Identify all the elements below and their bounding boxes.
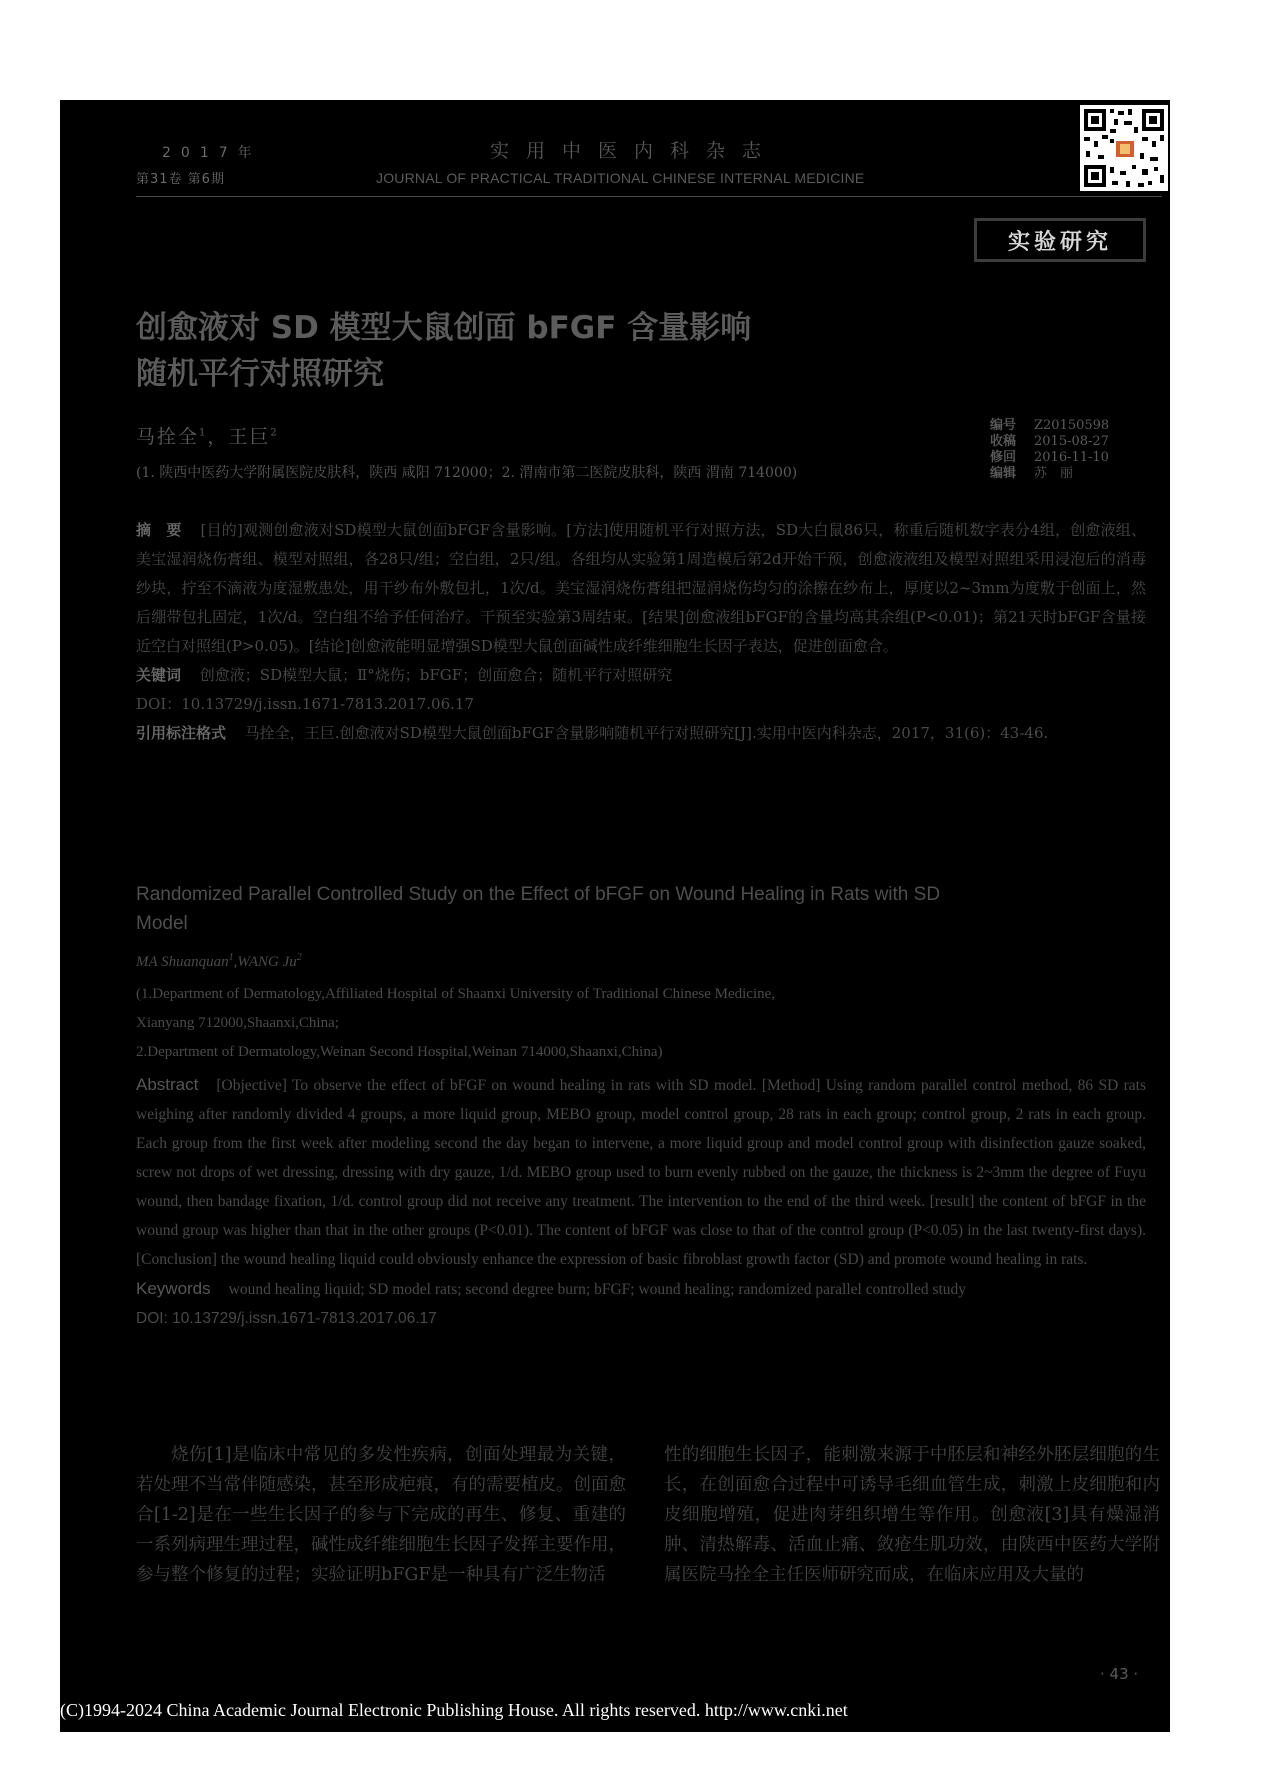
authors-en: MA Shuanquan$^1$,WANG Ju$^2$ [136, 952, 302, 970]
article-title-en: Randomized Parallel Controlled Study on the Effect of bFGF on Wound Healing in Rats with SD Model [136, 884, 941, 934]
journal-volume: 第31卷 第6期 [136, 172, 225, 187]
doi-cn: DOI：10.13729/j.issn.1671-7813.2017.06.17 [136, 695, 474, 713]
meta-row: 收稿 2015-08-27 [990, 434, 1109, 449]
meta-row: 修回 2016-11-10 [990, 450, 1109, 465]
article-meta [990, 418, 1109, 482]
authors-cn: 马拴全$^1$，王巨$^2$ [136, 426, 279, 448]
journal-year: 2017年 [162, 145, 262, 161]
title-line-1: 创愈液对 SD 模型大鼠创面 bFGF 含量影响 [136, 310, 752, 346]
abstract-en-label: Abstract [136, 1075, 199, 1094]
page-number: · 43 · [1100, 1665, 1139, 1683]
body-column-right: 性的细胞生长因子，能刺激来源于中胚层和神经外胚层细胞的生长，在创面愈合过程中可诱导毛细血管生成，刺激上皮细胞和内皮细胞增殖，促进肉芽组织增生等作用。创愈液[3]具有燥湿消肿、清热解毒、活血止痛、敛疮生肌功效，由陕西中医药大学附属医院马拴全主任医师研究而成，在临床应用及大量的 [664, 1445, 1160, 1585]
section-tag: 实验研究 [974, 218, 1146, 262]
doi-en: DOI: 10.13729/j.issn.1671-7813.2017.06.17 [136, 1310, 437, 1327]
body-column-left: 烧伤[1]是临床中常见的多发性疾病，创面处理最为关键，若处理不当常伴随感染，甚至形成疤痕，有的需要植皮。创面愈合[1-2]是在一些生长因子的参与下完成的再生、修复、重建的一系列病理生理过程，碱性成纤维细胞生长因子发挥主要作用，参与整个修复的过程；实验证明bFGF是一种具有广泛生物活 [136, 1445, 626, 1585]
qr-code-icon [1080, 105, 1168, 191]
abstract-en-body [136, 1070, 1146, 1274]
journal-name-cn: 实用中医内科杂志 [490, 140, 779, 162]
affiliations-en: (1.Department of Dermatology,Affiliated Hospital of Shaanxi University of Traditional Chinese Medicine, Xianyang 712000,Shaanxi,China; 2.Department of Dermatology,Weinan Second Hospital,Weinan 714000,Shaanxi,China) [136, 986, 776, 1060]
abstract-cn [136, 516, 1146, 748]
header-divider [136, 196, 1162, 197]
copyright-footer: (C)1994-2024 China Academic Journal Electronic Publishing House. All rights reserved. http://www.cnki.net [60, 1700, 848, 1720]
meta-row: 编号 Z20150598 [990, 418, 1110, 433]
meta-row: 编辑 苏 丽 [990, 466, 1074, 481]
abstract-cn-text: [目的]观测创愈液对SD模型大鼠创面bFGF含量影响。[方法]使用随机平行对照方法，SD大白鼠86只，称重后随机数字表分4组，创愈液组、美宝湿润烧伤膏组、模型对照组，各28只/组；空白组，2只/组。各组均从实验第1周造模后第2d开始干预，创愈液液组及模型对照组采用浸泡后的消毒纱块，拧至不滴液为度湿敷患处，用干纱布外敷包扎，1次/d。美宝湿润烧伤膏组把湿润烧伤均匀的涂擦在纱布上，厚度以2~3mm为度敷于创面上，然后绷带包扎固定，1次/d。空白组不给予任何治疗。干预至实验第3周结束。[结果]创愈液组bFGF的含量均高其余组(P<0.01)；第21天时bFGF含量接近空白对照组(P>0.05)。[结论]创愈液能明显增强SD模型大鼠创面碱性成纤维细胞生长因子表达，促进创面愈合。 [136, 521, 1146, 655]
title-line-2: 随机平行对照研究 [136, 356, 384, 392]
citation-cn: 引用标注格式 马拴全，王巨.创愈液对SD模型大鼠创面bFGF含量影响随机平行对照研究[J].实用中医内科杂志，2017，31(6)：43-46. [136, 724, 1049, 742]
article-title [136, 305, 896, 397]
page [60, 100, 1170, 1732]
journal-name-en: JOURNAL OF PRACTICAL TRADITIONAL CHINESE INTERNAL MEDICINE [376, 170, 865, 186]
keywords-cn: 关键词 创愈液；SD模型大鼠；Ⅱ°烧伤；bFGF；创面愈合；随机平行对照研究 [136, 666, 673, 684]
abstract-en [136, 1070, 1146, 1333]
abstract-en-text: [Objective] To observe the effect of bFGF on wound healing in rats with SD model. [Method] Using random parallel control method, 86 SD rats weighing after randomly divided 4 groups, a more liquid group, MEBO group, model control group, 28 rats in each group; control group, 2 rats in each group. Each group from the first week after modeling second the day began to intervene, a more liquid group and model control group with disinfection gauze soaked, screw not drops of wet dressing, dressing with dry gauze, 1/d. MEBO group used to burn evenly rubbed on the gauze, the thickness is 2~3mm the degree of Fuyu wound, then bandage fixation, 1/d. control group did not receive any treatment. The intervention to the end of the third week. [result] the content of bFGF in the wound group was higher than that in the other groups (P<0.01). The content of bFGF was close to that of the control group (P<0.05) in the last twenty-first days). [Conclusion] the wound healing liquid could obviously enhance the expression of basic fibroblast growth factor (SD) and promote wound healing in rats. [136, 1077, 1146, 1268]
abstract-cn-body [136, 516, 1146, 661]
affiliations-cn: (1. 陕西中医药大学附属医院皮肤科，陕西 咸阳 712000；2. 渭南市第二医院皮肤科，陕西 渭南 714000) [136, 465, 798, 481]
keywords-en: Keywords wound healing liquid; SD model rats; second degree burn; bFGF; wound healing; randomized parallel controlled study [136, 1279, 967, 1298]
abstract-cn-label: 摘 要 [136, 521, 182, 539]
